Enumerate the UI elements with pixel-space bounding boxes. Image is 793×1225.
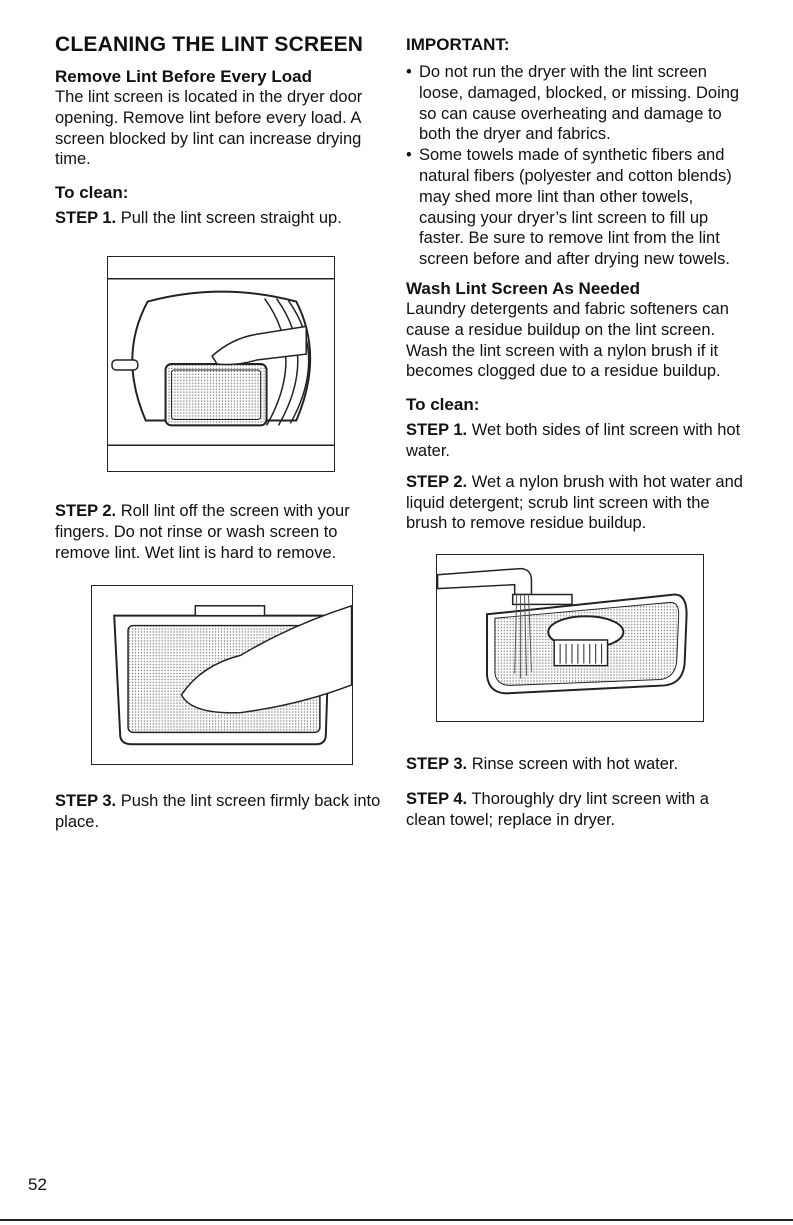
page-number: 52 <box>28 1175 47 1194</box>
step-1-text: STEP 1. Pull the lint screen straight up. <box>55 209 342 228</box>
wash-lint-heading: Wash Lint Screen As Needed <box>406 278 640 298</box>
step-2-text: STEP 2. Roll lint off the screen with your fingers. Do not rinse or wash screen to remove lint. Wet lint is hard to remove. <box>55 501 350 562</box>
important-item: • Do not run the dryer with the lint screen loose, damaged, blocked, or missing. Doing so can cause overheating and damage to both the dryer and fabrics. <box>406 62 751 145</box>
wash-screen-illustration <box>437 555 703 721</box>
wash-step-3-text: STEP 3. Rinse screen with hot water. <box>406 755 679 774</box>
figure-roll-lint <box>91 585 353 765</box>
to-clean-heading: To clean: <box>55 183 129 203</box>
roll-lint-illustration <box>92 586 352 764</box>
remove-lint-body: The lint screen is located in the dryer door opening. Remove lint before every load. A screen blocked by lint can increase drying time. <box>55 88 363 169</box>
wash-step-1-text: STEP 1. Wet both sides of lint screen with hot water. <box>406 421 741 460</box>
figure-wash-screen <box>436 554 704 722</box>
important-heading: IMPORTANT: <box>406 35 510 54</box>
bottom-divider <box>0 1219 793 1221</box>
right-column <box>406 32 751 831</box>
wash-step-4-text: STEP 4. Thoroughly dry lint screen with a clean towel; replace in dryer. <box>406 789 709 829</box>
wash-lint-body: Laundry detergents and fabric softeners can cause a residue buildup on the lint screen. Wash the lint screen with a nylon brush if it becomes clogged due to a residue buildup. <box>406 299 729 381</box>
remove-lint-heading: Remove Lint Before Every Load <box>55 67 312 86</box>
left-column <box>55 32 385 833</box>
wash-step-2-text: STEP 2. Wet a nylon brush with hot water and liquid detergent; scrub lint screen with the brush to remove residue buildup. <box>406 472 743 533</box>
important-item: • Some towels made of synthetic fibers and natural fibers (polyester and cotton blends) may shed more lint than other towels, causing your dryer’s lint screen to fill up faster. Be sure to remove lint from the lint screen before and after drying new towels. <box>406 145 751 270</box>
step-3-text: STEP 3. Push the lint screen firmly back into place. <box>55 792 381 832</box>
pull-screen-illustration <box>108 257 334 471</box>
important-list <box>406 62 751 270</box>
page-title: CLEANING THE LINT SCREEN <box>55 33 364 56</box>
figure-pull-lint-screen <box>107 256 335 472</box>
to-clean-heading-right: To clean: <box>406 395 480 415</box>
